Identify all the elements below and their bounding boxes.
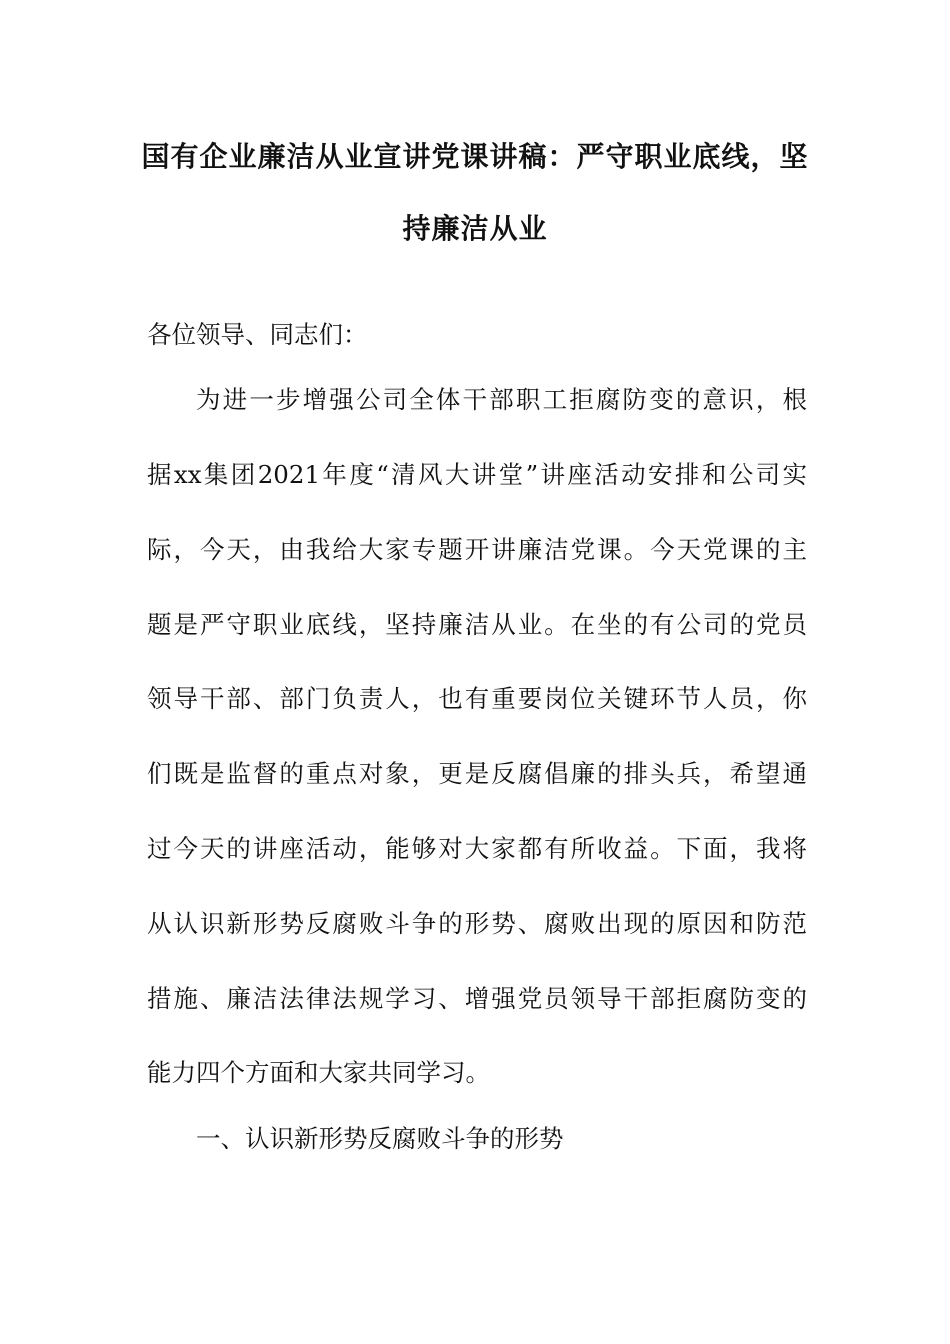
paragraph-line: 措施、廉洁法律法规学习、增强党员领导干部拒腐防变的 [147,984,807,1013]
paragraph-line: 据xx集团2021年度“清风大讲堂”讲座活动安排和公司实 [147,460,807,489]
document-title-line-2: 持廉洁从业 [402,212,548,245]
paragraph-line: 们既是监督的重点对象，更是反腐倡廉的排头兵，希望通 [147,759,807,788]
paragraph-line: 际，今天，由我给大家专题开讲廉洁党课。今天党课的主 [147,535,807,564]
paragraph-line: 为进一步增强公司全体干部职工拒腐防变的意识，根 [196,385,807,414]
salutation: 各位领导、同志们： [147,320,368,349]
paragraph-line: 题是严守职业底线，坚持廉洁从业。在坐的有公司的党员 [147,610,807,639]
document-title-line-1: 国有企业廉洁从业宣讲党课讲稿：严守职业底线，坚 [141,140,809,173]
paragraph-line: 领导干部、部门负责人，也有重要岗位关键环节人员，你 [147,684,807,713]
paragraph-line: 过今天的讲座活动，能够对大家都有所收益。下面，我将 [147,834,807,863]
section-heading: 一、认识新形势反腐败斗争的形势 [196,1124,564,1153]
paragraph-line: 从认识新形势反腐败斗争的形势、腐败出现的原因和防范 [147,909,807,938]
paragraph-line: 能力四个方面和大家共同学习。 [147,1058,490,1087]
